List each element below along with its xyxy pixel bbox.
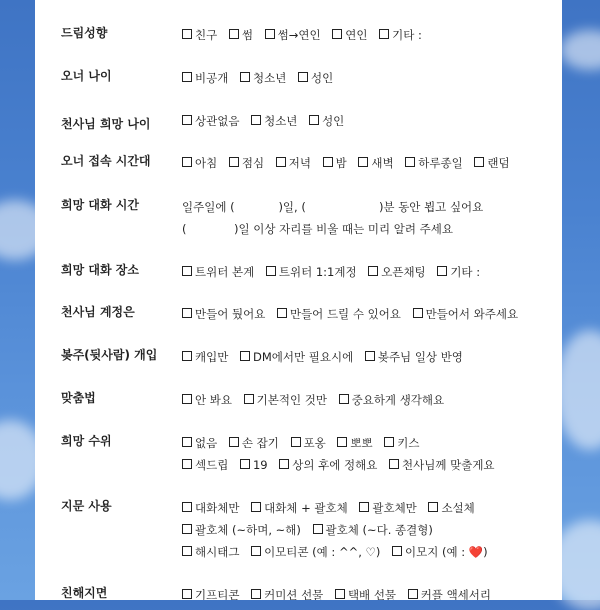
row-label: 드림성향	[61, 26, 108, 40]
checkbox-option[interactable]: 친구	[182, 24, 217, 46]
row-label: 지문 사용	[61, 499, 112, 513]
checkbox-option[interactable]: 랜덤	[474, 152, 509, 174]
checkbox-option[interactable]: 만들어 드릴 수 있어요	[277, 303, 401, 325]
options	[182, 346, 557, 368]
options	[182, 389, 557, 411]
checkbox-option[interactable]: 밤	[323, 152, 347, 174]
options	[182, 152, 557, 174]
checkbox-option[interactable]: 중요하게 생각해요	[339, 389, 445, 411]
options	[182, 303, 557, 325]
checkbox-option[interactable]: 기프티콘	[182, 584, 239, 600]
checkbox-option[interactable]: 없음	[182, 432, 217, 454]
checkbox-option[interactable]: 괄호체만	[359, 497, 416, 519]
checkbox-option[interactable]: 상의 후에 정해요	[279, 454, 377, 476]
checkbox-option[interactable]: 손 잡기	[229, 432, 279, 454]
row-label: 천사님 희망 나이	[61, 117, 151, 131]
options	[182, 67, 557, 89]
checkbox-option[interactable]: 이모지 (예 : ❤️)	[392, 541, 488, 563]
checkbox-option[interactable]: 새벽	[358, 152, 393, 174]
row-label: 천사님 계정은	[61, 305, 135, 319]
options	[182, 432, 557, 476]
checkbox-option[interactable]: 비공개	[182, 67, 228, 89]
fill-in-line[interactable]: ( )일 이상 자리를 비울 때는 미리 알려 주세요	[182, 222, 453, 236]
checkbox-option[interactable]: 뽀뽀	[337, 432, 372, 454]
row-label: 맞춤법	[61, 391, 96, 405]
options	[182, 261, 557, 283]
options	[182, 584, 557, 600]
row-label: 희망 수위	[61, 434, 112, 448]
checkbox-option[interactable]: 트위터 본계	[182, 261, 254, 283]
checkbox-option[interactable]: 해시태그	[182, 541, 239, 563]
options	[182, 196, 557, 240]
row-label: 희망 대화 장소	[61, 263, 139, 277]
checkbox-option[interactable]: 트위터 1:1계정	[266, 261, 357, 283]
row-label: 희망 대화 시간	[61, 198, 139, 212]
checkbox-option[interactable]: 연인	[332, 24, 367, 46]
checkbox-option[interactable]: 커플 액세서리	[408, 584, 491, 600]
checkbox-option[interactable]: 대화체만	[182, 497, 239, 519]
checkbox-option[interactable]: 점심	[229, 152, 264, 174]
checkbox-option[interactable]: 저녁	[276, 152, 311, 174]
checkbox-option[interactable]: 아침	[182, 152, 217, 174]
checkbox-option[interactable]: 상관없음	[182, 110, 239, 132]
checkbox-option[interactable]: 성인	[309, 110, 344, 132]
checkbox-option[interactable]: 19	[240, 454, 268, 476]
checkbox-option[interactable]: 썸	[229, 24, 253, 46]
row-label: 봊주(뒷사람) 개입	[61, 348, 158, 362]
options	[182, 24, 557, 46]
checkbox-option[interactable]: 포옹	[291, 432, 326, 454]
checkbox-option[interactable]: 성인	[298, 67, 333, 89]
checkbox-option[interactable]: 커미션 선물	[251, 584, 323, 600]
checkbox-option[interactable]: 대화체 + 괄호체	[251, 497, 348, 519]
checkbox-option[interactable]: 오픈채팅	[368, 261, 425, 283]
checkbox-option[interactable]: 봊주님 일상 반영	[365, 346, 463, 368]
checkbox-option[interactable]: 하루종일	[405, 152, 462, 174]
checkbox-option[interactable]: 청소년	[240, 67, 286, 89]
checkbox-option[interactable]: 만들어 뒀어요	[182, 303, 265, 325]
checkbox-option[interactable]: 만들어서 와주세요	[413, 303, 519, 325]
questionnaire-sheet	[35, 0, 562, 600]
checkbox-option[interactable]: 괄호체 (~다. 종결형)	[313, 519, 433, 541]
checkbox-option[interactable]: 택배 선물	[335, 584, 396, 600]
checkbox-option[interactable]: 소설체	[428, 497, 474, 519]
checkbox-option[interactable]: 청소년	[251, 110, 297, 132]
checkbox-option[interactable]: 괄호체 (~하며, ~해)	[182, 519, 301, 541]
checkbox-option[interactable]: 키스	[384, 432, 419, 454]
checkbox-option[interactable]: DM에서만 필요시에	[240, 346, 353, 368]
checkbox-option[interactable]: 캐입만	[182, 346, 228, 368]
fill-in-line[interactable]: 일주일에 ( )일, ( )분 동안 뵙고 싶어요	[182, 200, 484, 214]
checkbox-option[interactable]: 기타 :	[437, 261, 480, 283]
checkbox-option[interactable]: 이모티콘 (예 : ^^, ♡)	[251, 541, 380, 563]
checkbox-option[interactable]: 기타 :	[379, 24, 422, 46]
checkbox-option[interactable]: 섹드립	[182, 454, 228, 476]
row-label: 오너 나이	[61, 69, 112, 83]
options	[182, 497, 557, 563]
row-label: 친해지면	[61, 586, 108, 600]
checkbox-option[interactable]: 천사님께 맞출게요	[389, 454, 495, 476]
checkbox-option[interactable]: 안 봐요	[182, 389, 232, 411]
checkbox-option[interactable]: 썸→연인	[265, 24, 321, 46]
row-label: 오너 접속 시간대	[61, 154, 151, 168]
checkbox-option[interactable]: 기본적인 것만	[244, 389, 327, 411]
options	[182, 110, 557, 132]
